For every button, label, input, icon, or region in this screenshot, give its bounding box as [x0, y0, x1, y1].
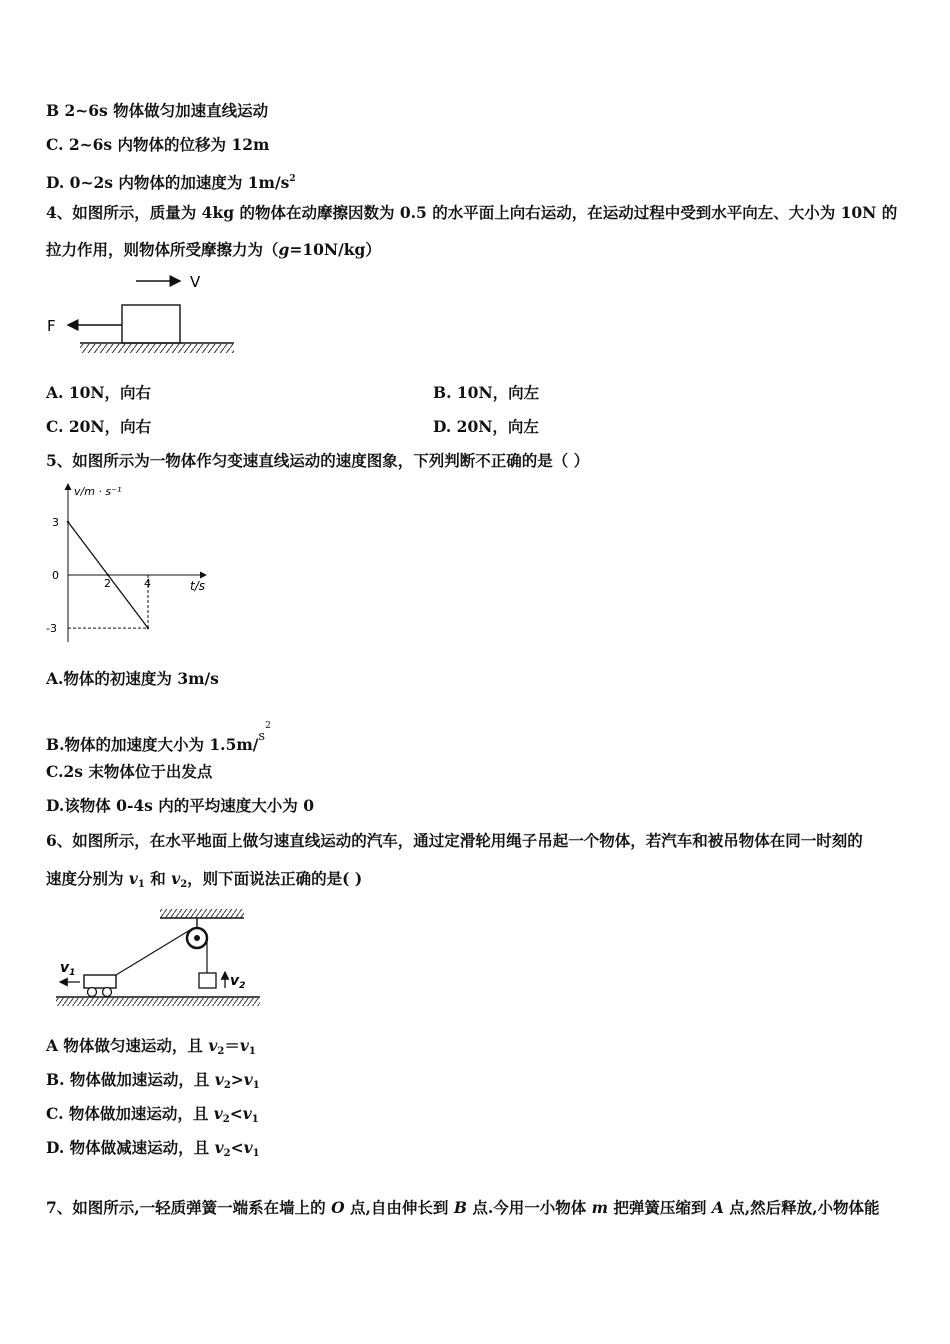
q6-option-d-text: D. 物体做减速运动，且: [46, 1138, 215, 1157]
x-axis-label: t/s: [190, 579, 205, 593]
ground-hatch: [80, 344, 234, 353]
rope-slanted: [116, 930, 190, 975]
x-tick-label: 2: [104, 577, 111, 590]
y-tick-label: 0: [52, 569, 59, 582]
q7-text-3: 点.今用一小物体: [466, 1198, 592, 1217]
q6-option-b-text: B. 物体做加速运动，且: [46, 1070, 215, 1089]
q7-text-4: 把弹簧压缩到: [608, 1198, 712, 1217]
q7-point-b: B: [453, 1198, 467, 1217]
q3-option-d-sup: 2: [289, 174, 296, 184]
q6-option-b-v1-sub: 1: [252, 1080, 260, 1091]
v1-label: $v_1$: [60, 960, 76, 978]
y-tick-label: 3: [52, 515, 59, 529]
q4-option-c: C. 20N，向右: [46, 417, 152, 436]
q4-stem-line1: 4、如图所示，质量为 4kg 的物体在动摩擦因数为 0.5 的水平面上向右运动，在运动过程中受到水平向左、大小为 10N 的: [46, 203, 898, 222]
force-label: F: [47, 317, 56, 335]
data-point: [107, 574, 109, 576]
q7-text-5: 点,然后释放,小物体能: [723, 1198, 880, 1217]
q6-option-c-text: C. 物体做加速运动，且: [46, 1104, 214, 1123]
velocity-label: V: [190, 273, 201, 291]
q3-option-d: [46, 169, 296, 193]
q6-option-b-rel: >: [230, 1070, 244, 1089]
q4-stem-tail: =10N/kg）: [289, 240, 381, 259]
q6-option-a-v1: v: [239, 1036, 249, 1055]
y-axis-label: v/m · s⁻¹: [74, 485, 122, 498]
q4-g-symbol: g: [278, 240, 290, 259]
q6-option-c-v2-sub: 2: [222, 1114, 230, 1125]
q6-figure: [54, 906, 266, 1010]
x-tick-label: 4: [144, 577, 151, 590]
q6-option-b-v2: v: [214, 1070, 224, 1089]
q6-option-a-v2-sub: 2: [217, 1046, 225, 1057]
q5-option-c: C.2s 末物体位于出发点: [46, 762, 213, 781]
q4-stem-text: 拉力作用，则物体所受摩擦力为（: [46, 240, 279, 259]
v2-label: $v_2$: [230, 973, 246, 991]
q6-stem-line1: 6、如图所示，在水平地面上做匀速直线运动的汽车，通过定滑轮用绳子吊起一个物体，若汽车和被吊物体在同一时刻的: [46, 831, 863, 850]
q5-vt-chart: [40, 478, 220, 648]
q5-option-b-unit: s: [258, 729, 266, 744]
q6-and-text: 和: [144, 869, 172, 888]
ceiling-hatch: [160, 909, 244, 918]
q6-stem-tail: ，则下面说法正确的是( ): [187, 869, 363, 888]
q7-point-o: O: [331, 1198, 345, 1217]
q6-option-a-v1-sub: 1: [248, 1046, 256, 1057]
q6-option-d-rel: <: [230, 1138, 244, 1157]
q6-option-c-rel: <: [229, 1104, 243, 1123]
q6-option-c-v1: v: [242, 1104, 252, 1123]
q6-option-a-text: A 物体做匀速运动，且: [46, 1036, 209, 1055]
pulley-axle: [194, 935, 200, 941]
q3-option-d-text: D. 0~2s 内物体的加速度为 1m/s: [46, 173, 290, 192]
data-point: [67, 521, 69, 523]
q6-v2-symbol: v: [171, 869, 181, 888]
q4-option-b: B. 10N，向左: [433, 383, 540, 402]
q7-text-1: 7、如图所示,一轻质弹簧一端系在墙上的: [46, 1198, 332, 1217]
q7-mass-m: m: [591, 1198, 609, 1217]
q4-option-a: A. 10N，向右: [46, 383, 152, 402]
q3-option-b: B 2~6s 物体做匀加速直线运动: [46, 101, 269, 120]
q7-stem: [46, 1198, 880, 1218]
ground-hatch: [56, 998, 260, 1006]
q6-option-d: [46, 1138, 260, 1164]
q6-stem-text: 速度分别为: [46, 869, 129, 888]
q6-v2-sub: 2: [180, 879, 188, 890]
q5-option-b-text: B.物体的加速度大小为 1.5m/: [46, 735, 259, 754]
q4-figure: [44, 268, 244, 360]
q6-option-b-v2-sub: 2: [223, 1080, 231, 1091]
q4-stem-line2: [46, 240, 381, 260]
car-wheel-right: [103, 988, 112, 997]
q6-option-c-v1-sub: 1: [251, 1114, 259, 1125]
q6-option-b: [46, 1070, 260, 1096]
q6-option-a-rel: ＝: [224, 1036, 240, 1055]
q7-point-a: A: [711, 1198, 724, 1217]
q5-stem: 5、如图所示为一物体作匀变速直线运动的速度图象，下列判断不正确的是（ ）: [46, 451, 590, 470]
q4-option-d: D. 20N，向左: [433, 417, 539, 436]
q6-option-b-v1: v: [243, 1070, 253, 1089]
y-tick-label: -3: [46, 622, 57, 636]
q5-option-b-sup: 2: [265, 721, 271, 731]
car-wheel-left: [88, 988, 97, 997]
q6-option-d-v1-sub: 1: [252, 1148, 260, 1159]
q5-option-d: D.该物体 0-4s 内的平均速度大小为 0: [46, 796, 314, 815]
q6-option-c: [46, 1104, 259, 1130]
car-body: [84, 975, 116, 988]
q7-text-2: 点,自由伸长到: [344, 1198, 454, 1217]
block: [122, 305, 180, 343]
q6-option-c-v2: v: [213, 1104, 223, 1123]
q6-option-d-v2-sub: 2: [223, 1148, 231, 1159]
q6-option-d-v2: v: [214, 1138, 224, 1157]
q5-option-a: A.物体的初速度为 3m/s: [46, 669, 219, 688]
q6-option-d-v1: v: [243, 1138, 253, 1157]
q3-option-c: C. 2~6s 内物体的位移为 12m: [46, 135, 270, 154]
q6-v1-symbol: v: [128, 869, 138, 888]
q6-stem-line2: [46, 869, 362, 895]
q6-v1-sub: 1: [137, 879, 145, 890]
q6-option-a: [46, 1036, 256, 1062]
q5-option-b: [46, 716, 271, 757]
hanging-block: [199, 973, 216, 988]
q6-option-a-v2: v: [208, 1036, 218, 1055]
